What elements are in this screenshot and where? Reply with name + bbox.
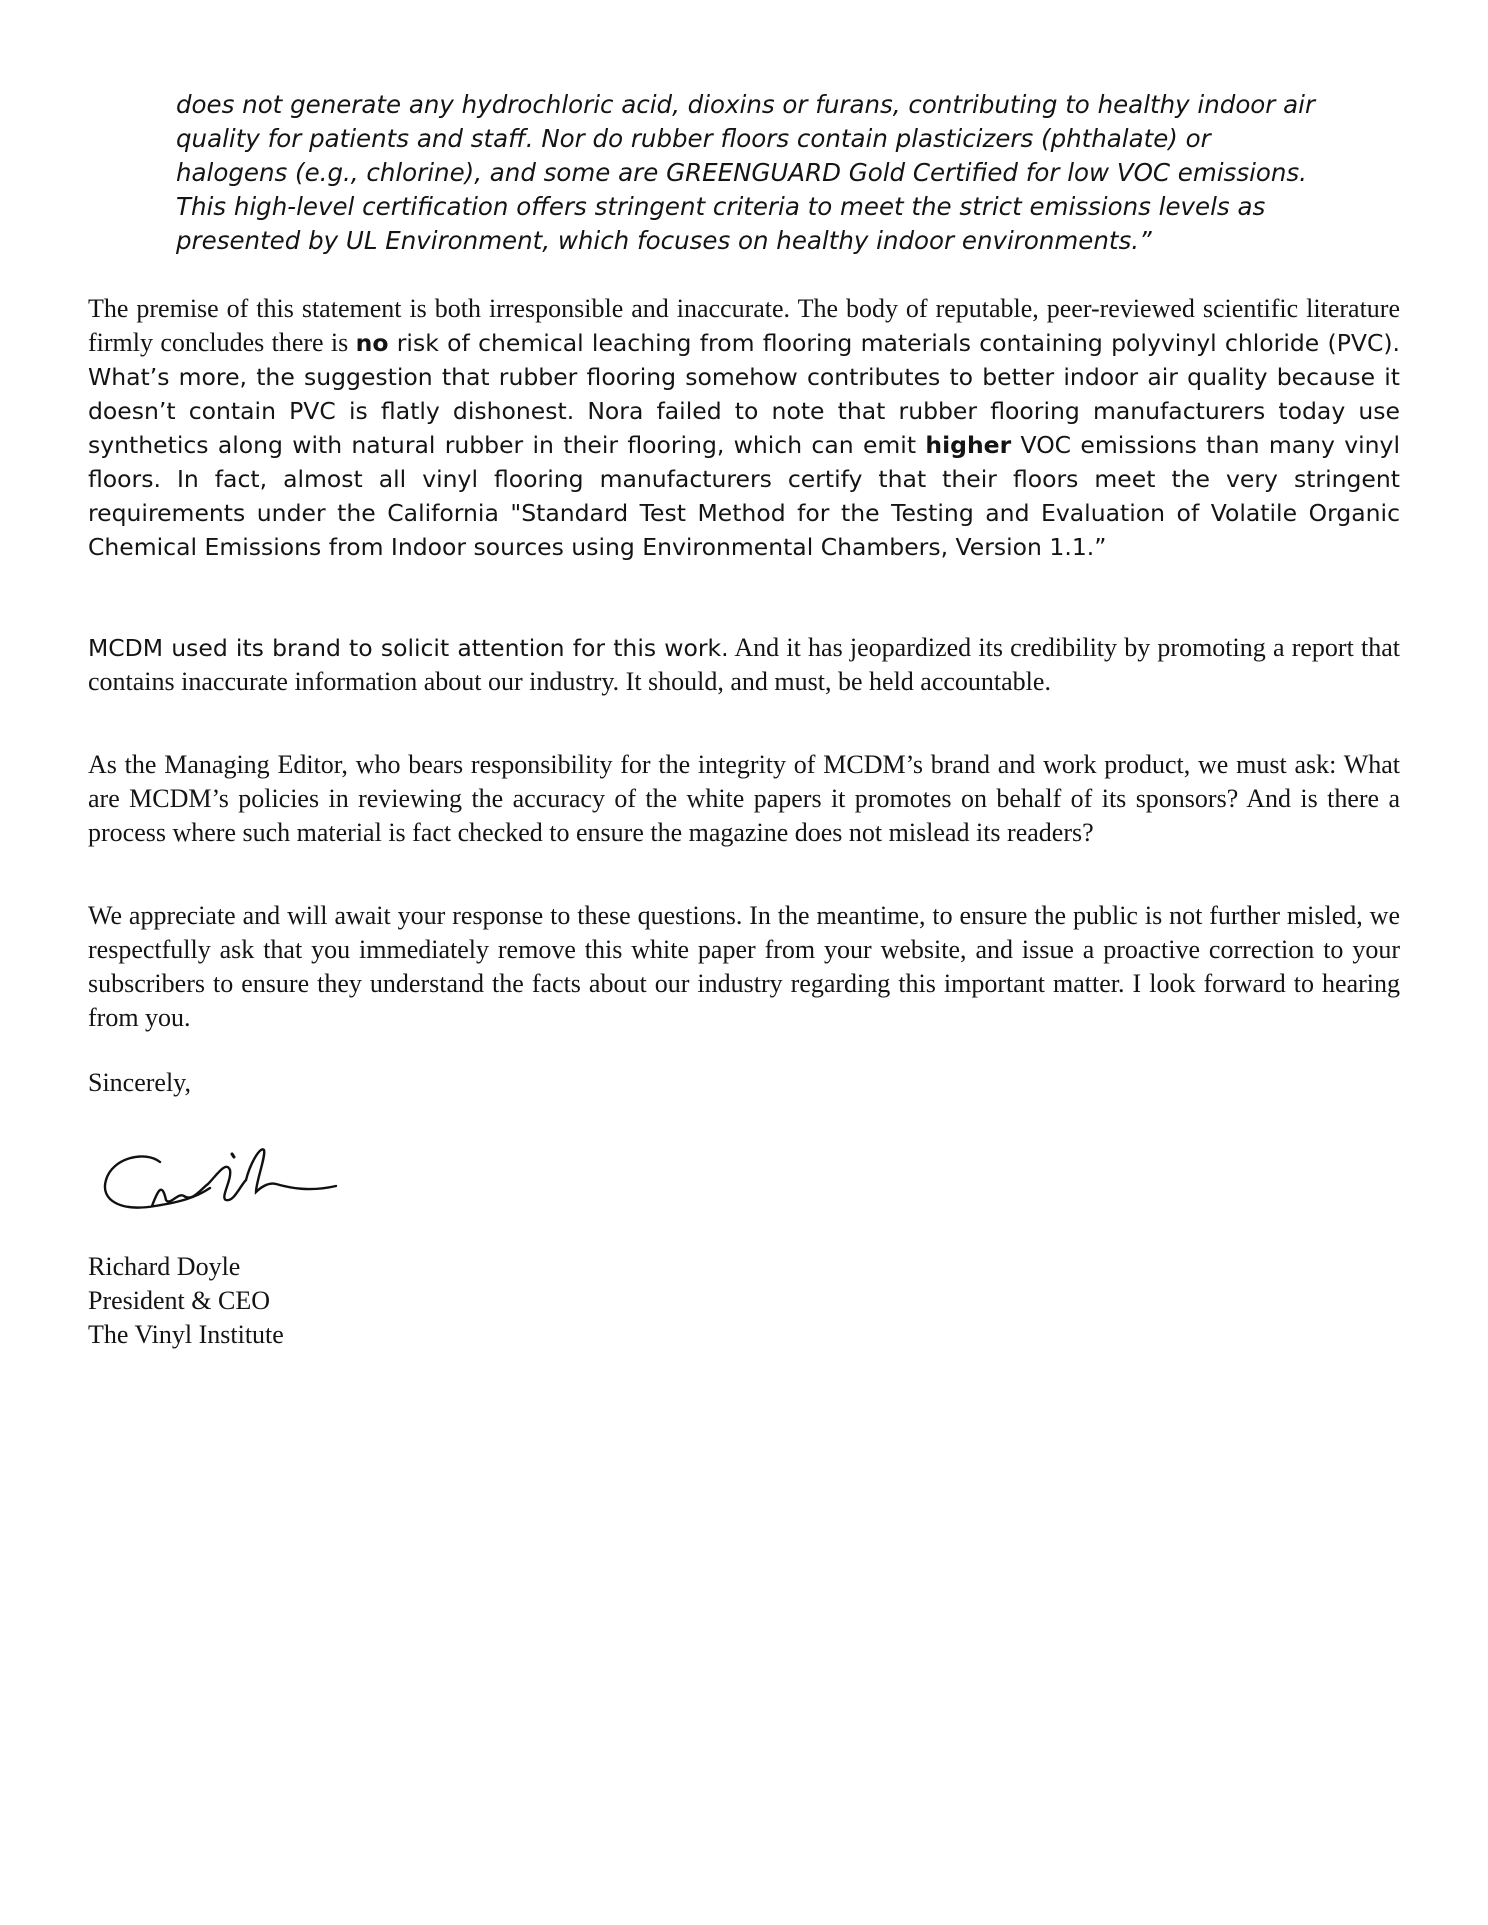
paragraph-questions: As the Managing Editor, who bears responsibility for the integrity of MCDM’s brand and work product, we must ask: What are MCDM’s policies in reviewing the accuracy of the white papers it promotes on behalf of its sponsors? And is there a process where such material is fact checked to ensure the magazine does not mislead its readers? [88,750,1400,847]
handwritten-signature [100,1140,350,1232]
paragraph-rebuttal [88,292,1400,564]
paragraph-accountability-part-1: MCDM used its brand to solicit attention for this work. [88,634,729,662]
paragraph-accountability-part-2: And it has jeopardized its credibility by promoting a report that contains inaccurate information about our industry. It should, and must, be held accountable. [88,633,1400,696]
paragraph-rebuttal-part-3: VOC emissions than many vinyl floors. In fact, almost all vinyl flooring manufacturers certify that their floors meet the very stringent requirements under the California "Standard Test Method for the Testing and Evaluation of Volatile Organic Chemical Emissions from Indoor sources using Environmental Chambers, Version 1.1.” [88,431,1400,561]
signer-name: Richard Doyle [88,1252,241,1281]
emphasis-no: no [355,329,389,357]
paragraph-rebuttal-part-1: The premise of this statement is both irresponsible and inaccurate. The body of reputable, peer-reviewed scientific literature firmly concludes there is [88,294,1400,357]
paragraph-accountability [88,631,1400,699]
paragraph-request: We appreciate and will await your response to these questions. In the meantime, to ensure the public is not further misled, we respectfully ask that you immediately remove this white paper from your website, and issue a proactive correction to your subscribers to ensure they understand the facts about our industry regarding this important matter. I look forward to hearing from you. [88,901,1400,1032]
signature-block [88,1250,284,1352]
quoted-statement: does not generate any hydrochloric acid, dioxins or furans, contributing to healthy indoor air quality for patients and staff. Nor do rubber floors contain plasticizers (phthalate) or halogens (e.g., chlorine), and some are GREENGUARD Gold Certified for low VOC emissions. This high-level certification offers stringent criteria to meet the strict emissions levels as presented by UL Environment, which focuses on healthy indoor environments.” [176,90,1316,255]
closing-salutation: Sincerely, [88,1068,191,1097]
paragraph-rebuttal-part-2: risk of chemical leaching from flooring materials containing polyvinyl chloride (PVC). What’s more, the suggestion that rubber flooring somehow contributes to better indoor air quality because it doesn’t contain PVC is flatly dishonest. Nora failed to note that rubber flooring manufacturers today use synthetics along with natural rubber in their flooring, which can emit [88,329,1400,459]
signer-organization: The Vinyl Institute [88,1320,284,1349]
emphasis-higher: higher [925,431,1012,459]
signer-title: President & CEO [88,1286,270,1315]
